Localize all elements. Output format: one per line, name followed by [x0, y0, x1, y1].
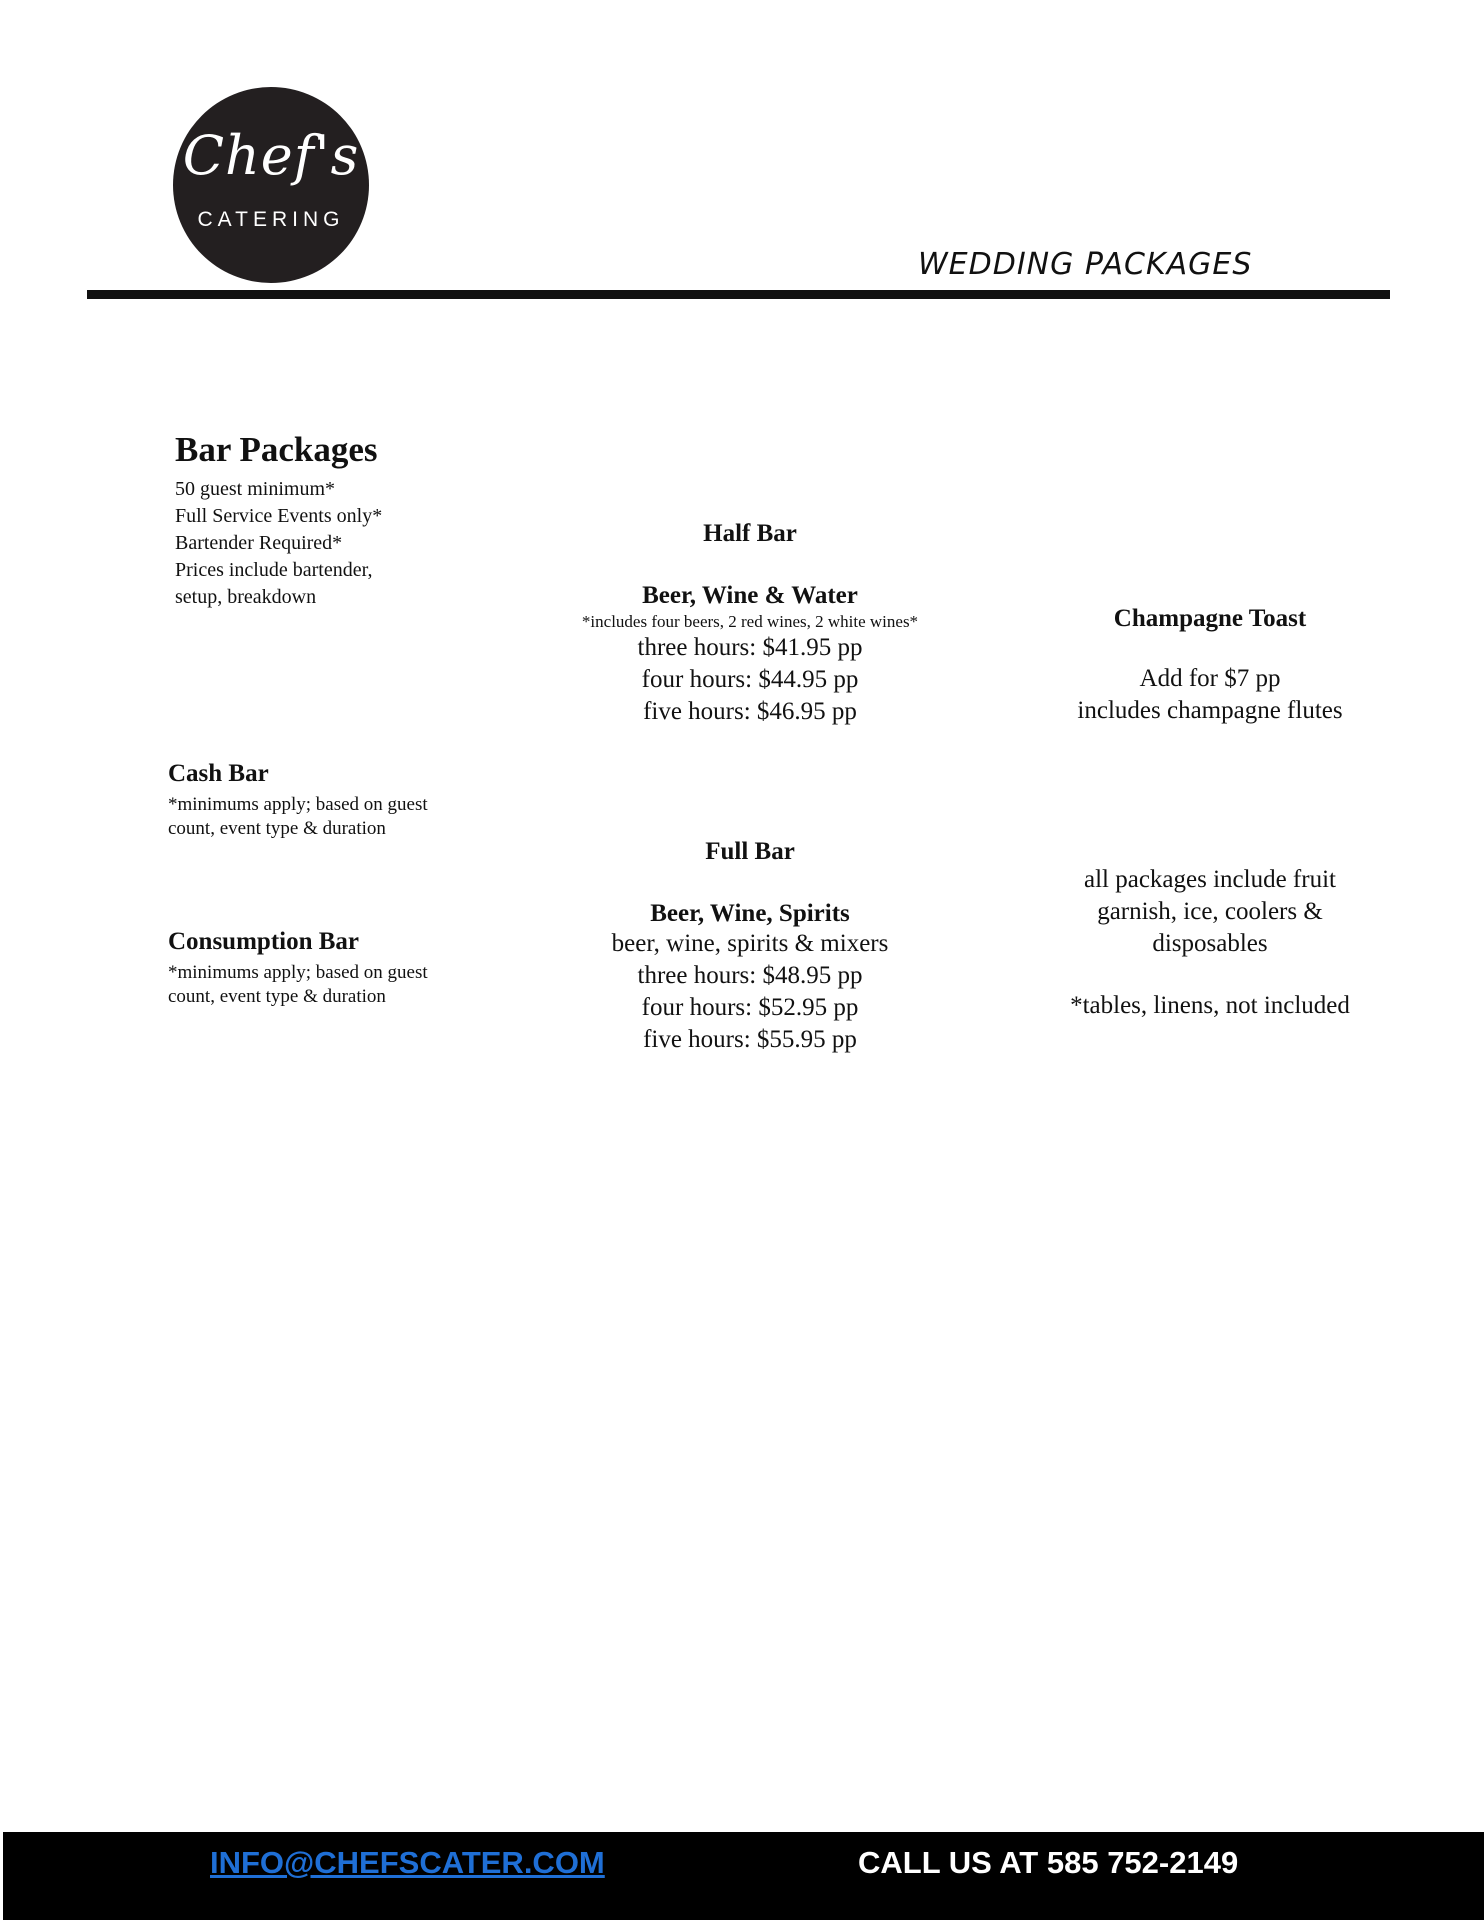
half-bar-section [490, 520, 1010, 728]
half-bar-price: five hours: $46.95 pp [643, 698, 857, 725]
package-notes [1030, 864, 1390, 1022]
bar-note: setup, breakdown [175, 586, 317, 608]
header-divider [87, 290, 1390, 299]
email-link[interactable]: INFO@CHEFSCATER.COM [210, 1845, 605, 1880]
full-bar-subtitle: Beer, Wine, Spirits [650, 900, 850, 927]
consumption-bar-title: Consumption Bar [168, 928, 360, 955]
champagne-includes: includes champagne flutes [1077, 697, 1343, 724]
phone-call-text: CALL US AT 585 752-2149 [858, 1845, 1239, 1880]
cash-bar-title: Cash Bar [168, 760, 269, 787]
bar-note: Prices include bartender, [175, 559, 373, 581]
cash-bar-note: *minimums apply; based on guest count, event type & duration [168, 794, 428, 839]
full-bar-title: Full Bar [705, 838, 795, 865]
consumption-bar-note: *minimums apply; based on guest count, event type & duration [168, 962, 428, 1007]
half-bar-subtitle: Beer, Wine & Water [642, 582, 858, 609]
bar-note: 50 guest minimum* [175, 478, 335, 500]
logo-sub-text: CATERING [197, 208, 345, 231]
half-bar-title: Half Bar [703, 520, 797, 547]
full-bar-price: five hours: $55.95 pp [643, 1026, 857, 1053]
half-bar-price: four hours: $44.95 pp [641, 666, 859, 693]
bar-note: Bartender Required* [175, 532, 343, 554]
includes-note: all packages include fruit garnish, ice, coolers & disposables [1084, 866, 1336, 957]
bar-packages-notes [175, 476, 382, 611]
champagne-title: Champagne Toast [1113, 605, 1307, 632]
logo-script-text: Chef's [182, 124, 360, 187]
full-bar-description: beer, wine, spirits & mixers [611, 930, 889, 957]
champagne-price: Add for $7 pp [1139, 665, 1281, 692]
excluded-note: *tables, linens, not included [1070, 992, 1350, 1019]
champagne-section [1030, 605, 1390, 727]
chefs-catering-logo [173, 87, 369, 283]
full-bar-section [490, 838, 1010, 1056]
page-title: WEDDING PACKAGES [918, 247, 1253, 282]
bar-note: Full Service Events only* [175, 505, 383, 527]
half-bar-price: three hours: $41.95 pp [637, 634, 863, 661]
bar-packages-title: Bar Packages [175, 430, 378, 469]
full-bar-price: three hours: $48.95 pp [637, 962, 863, 989]
full-bar-price: four hours: $52.95 pp [641, 994, 859, 1021]
half-bar-note: *includes four beers, 2 red wines, 2 white wines* [581, 612, 919, 631]
